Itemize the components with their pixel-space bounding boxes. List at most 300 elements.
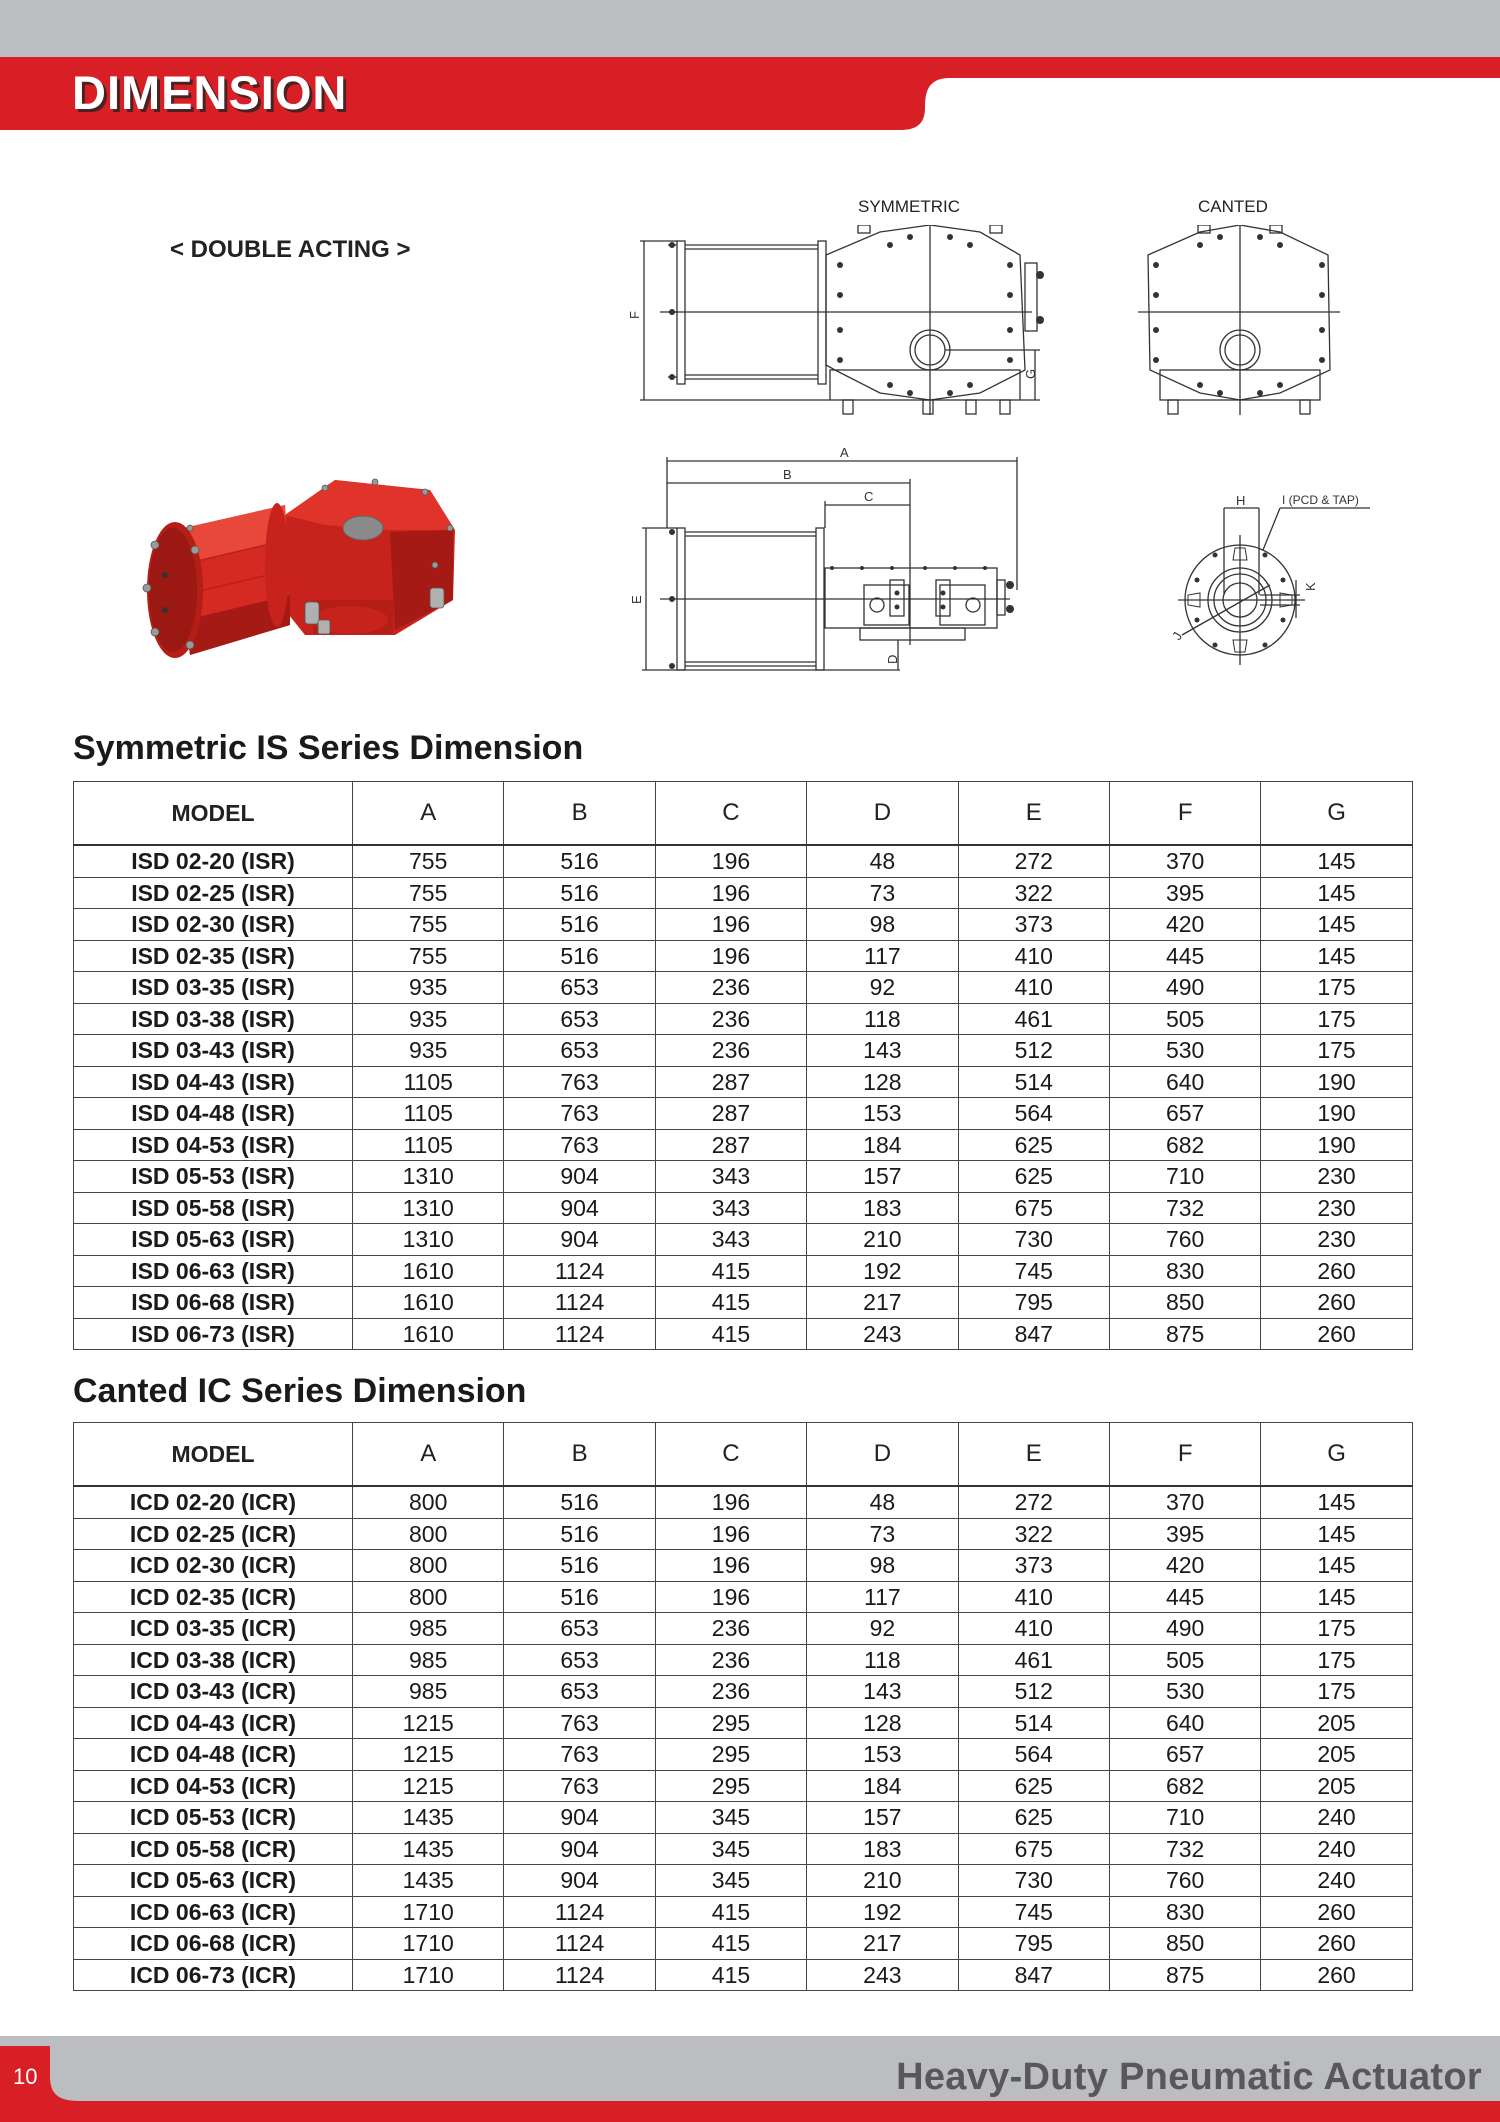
cell-g: 145: [1261, 1550, 1412, 1582]
column-header-model: MODEL: [74, 1423, 353, 1487]
cell-f: 657: [1109, 1098, 1260, 1130]
cell-e: 322: [958, 1518, 1109, 1550]
cell-b: 763: [504, 1707, 655, 1739]
cell-e: 373: [958, 1550, 1109, 1582]
column-header-b: B: [504, 1423, 655, 1487]
dim-label-e: E: [629, 595, 644, 604]
cell-d: 183: [807, 1833, 958, 1865]
cell-e: 514: [958, 1707, 1109, 1739]
cell-b: 763: [504, 1739, 655, 1771]
cell-d: 217: [807, 1287, 958, 1319]
cell-e: 514: [958, 1066, 1109, 1098]
cell-g: 175: [1261, 1003, 1412, 1035]
cell-e: 272: [958, 845, 1109, 877]
cell-a: 755: [353, 940, 504, 972]
cell-d: 143: [807, 1035, 958, 1067]
cell-a: 755: [353, 909, 504, 941]
table-row: [74, 1098, 1413, 1130]
cell-a: 1710: [353, 1959, 504, 1991]
cell-c: 415: [655, 1287, 806, 1319]
table-row: [74, 1486, 1413, 1518]
cell-g: 230: [1261, 1224, 1412, 1256]
cell-f: 732: [1109, 1192, 1260, 1224]
table-row: [74, 1865, 1413, 1897]
dim-label-i: I (PCD & TAP): [1282, 493, 1359, 507]
cell-b: 653: [504, 1035, 655, 1067]
cell-a: 985: [353, 1644, 504, 1676]
table-row: [74, 1959, 1413, 1991]
cell-c: 295: [655, 1770, 806, 1802]
cell-b: 904: [504, 1865, 655, 1897]
cell-model: ICD 06-73 (ICR): [74, 1959, 353, 1991]
cell-e: 625: [958, 1770, 1109, 1802]
cell-model: ISD 06-63 (ISR): [74, 1255, 353, 1287]
cell-model: ICD 02-25 (ICR): [74, 1518, 353, 1550]
cell-b: 904: [504, 1161, 655, 1193]
cell-e: 410: [958, 940, 1109, 972]
cell-d: 157: [807, 1161, 958, 1193]
cell-model: ICD 04-53 (ICR): [74, 1770, 353, 1802]
cell-b: 1124: [504, 1896, 655, 1928]
cell-g: 230: [1261, 1192, 1412, 1224]
cell-g: 190: [1261, 1129, 1412, 1161]
cell-c: 236: [655, 1644, 806, 1676]
cell-f: 875: [1109, 1959, 1260, 1991]
actuator-product-image: [135, 470, 455, 670]
cell-g: 205: [1261, 1707, 1412, 1739]
footer-title: Heavy-Duty Pneumatic Actuator: [896, 2056, 1482, 2098]
cell-e: 461: [958, 1003, 1109, 1035]
cell-c: 343: [655, 1224, 806, 1256]
cell-f: 682: [1109, 1129, 1260, 1161]
cell-g: 190: [1261, 1066, 1412, 1098]
cell-c: 196: [655, 845, 806, 877]
cell-d: 184: [807, 1770, 958, 1802]
cell-a: 985: [353, 1676, 504, 1708]
cell-c: 345: [655, 1865, 806, 1897]
cell-a: 1435: [353, 1865, 504, 1897]
table-row: [74, 1318, 1413, 1350]
page-number: 10: [13, 2064, 38, 2089]
cell-d: 73: [807, 1518, 958, 1550]
cell-c: 287: [655, 1129, 806, 1161]
cell-d: 48: [807, 845, 958, 877]
cell-a: 1105: [353, 1129, 504, 1161]
cell-a: 1215: [353, 1739, 504, 1771]
cell-e: 373: [958, 909, 1109, 941]
column-header-a: A: [353, 782, 504, 846]
table-row: [74, 1287, 1413, 1319]
table-row: [74, 1644, 1413, 1676]
cell-b: 1124: [504, 1255, 655, 1287]
header-gray-band: [0, 0, 1500, 57]
table-row: [74, 1255, 1413, 1287]
cell-c: 415: [655, 1928, 806, 1960]
cell-b: 653: [504, 972, 655, 1004]
cell-model: ISD 02-30 (ISR): [74, 909, 353, 941]
cell-g: 190: [1261, 1098, 1412, 1130]
cell-d: 92: [807, 972, 958, 1004]
table-row: [74, 1035, 1413, 1067]
cell-b: 516: [504, 909, 655, 941]
cell-c: 415: [655, 1318, 806, 1350]
variant-label: < DOUBLE ACTING >: [170, 236, 411, 263]
cell-model: ISD 02-35 (ISR): [74, 940, 353, 972]
table-row: [74, 1833, 1413, 1865]
cell-d: 128: [807, 1066, 958, 1098]
cell-f: 395: [1109, 877, 1260, 909]
cell-c: 343: [655, 1192, 806, 1224]
dim-label-a: A: [840, 445, 849, 460]
cell-c: 287: [655, 1066, 806, 1098]
cell-f: 505: [1109, 1003, 1260, 1035]
cell-c: 196: [655, 877, 806, 909]
cell-b: 1124: [504, 1928, 655, 1960]
cell-c: 345: [655, 1802, 806, 1834]
dim-label-b: B: [783, 467, 792, 482]
column-header-g: G: [1261, 782, 1412, 846]
cell-d: 153: [807, 1739, 958, 1771]
cell-c: 196: [655, 1518, 806, 1550]
cell-model: ISD 06-68 (ISR): [74, 1287, 353, 1319]
column-header-b: B: [504, 782, 655, 846]
cell-e: 745: [958, 1896, 1109, 1928]
cell-e: 675: [958, 1833, 1109, 1865]
cell-model: ICD 03-35 (ICR): [74, 1613, 353, 1645]
cell-g: 145: [1261, 1518, 1412, 1550]
table-row: [74, 1676, 1413, 1708]
cell-a: 755: [353, 877, 504, 909]
canted-dimension-table: [73, 1422, 1413, 1991]
cell-e: 512: [958, 1676, 1109, 1708]
cell-a: 800: [353, 1518, 504, 1550]
cell-d: 73: [807, 877, 958, 909]
cell-model: ISD 02-20 (ISR): [74, 845, 353, 877]
column-header-e: E: [958, 1423, 1109, 1487]
cell-b: 516: [504, 1581, 655, 1613]
cell-d: 98: [807, 909, 958, 941]
cell-d: 143: [807, 1676, 958, 1708]
column-header-g: G: [1261, 1423, 1412, 1487]
cell-f: 445: [1109, 940, 1260, 972]
cell-g: 205: [1261, 1739, 1412, 1771]
cell-b: 904: [504, 1224, 655, 1256]
table-row: [74, 1802, 1413, 1834]
cell-f: 505: [1109, 1644, 1260, 1676]
table-row: [74, 940, 1413, 972]
table-row: [74, 1192, 1413, 1224]
cell-d: 117: [807, 1581, 958, 1613]
cell-b: 516: [504, 877, 655, 909]
section-title-canted: Canted IC Series Dimension: [73, 1372, 527, 1410]
cell-model: ISD 05-58 (ISR): [74, 1192, 353, 1224]
cell-a: 800: [353, 1550, 504, 1582]
cell-d: 153: [807, 1098, 958, 1130]
cell-c: 196: [655, 1486, 806, 1518]
cell-d: 192: [807, 1896, 958, 1928]
cell-f: 710: [1109, 1802, 1260, 1834]
column-header-model: MODEL: [74, 782, 353, 846]
cell-g: 260: [1261, 1255, 1412, 1287]
cell-model: ICD 02-30 (ICR): [74, 1550, 353, 1582]
side-view: [642, 457, 1017, 670]
cell-g: 145: [1261, 1581, 1412, 1613]
cell-a: 1610: [353, 1287, 504, 1319]
page-title: DIMENSION: [72, 66, 348, 119]
cell-e: 847: [958, 1959, 1109, 1991]
cell-model: ICD 05-53 (ICR): [74, 1802, 353, 1834]
column-header-e: E: [958, 782, 1109, 846]
cell-f: 760: [1109, 1865, 1260, 1897]
cell-e: 625: [958, 1802, 1109, 1834]
cell-e: 512: [958, 1035, 1109, 1067]
cell-model: ICD 03-38 (ICR): [74, 1644, 353, 1676]
dim-label-g: G: [1023, 368, 1038, 379]
cell-g: 145: [1261, 940, 1412, 972]
cell-g: 205: [1261, 1770, 1412, 1802]
cell-g: 175: [1261, 1035, 1412, 1067]
cell-g: 145: [1261, 845, 1412, 877]
cell-model: ISD 02-25 (ISR): [74, 877, 353, 909]
cell-model: ISD 03-35 (ISR): [74, 972, 353, 1004]
table-row: [74, 1581, 1413, 1613]
cell-g: 240: [1261, 1802, 1412, 1834]
column-header-f: F: [1109, 782, 1260, 846]
cell-e: 410: [958, 1581, 1109, 1613]
cell-d: 243: [807, 1959, 958, 1991]
table-row: [74, 845, 1413, 877]
cell-f: 490: [1109, 972, 1260, 1004]
cell-g: 145: [1261, 1486, 1412, 1518]
table-row: [74, 877, 1413, 909]
table-row: [74, 1550, 1413, 1582]
cell-c: 295: [655, 1739, 806, 1771]
cell-b: 516: [504, 940, 655, 972]
cell-c: 196: [655, 940, 806, 972]
cell-model: ICD 05-58 (ICR): [74, 1833, 353, 1865]
table-row: [74, 1129, 1413, 1161]
cell-d: 48: [807, 1486, 958, 1518]
cell-a: 935: [353, 972, 504, 1004]
cell-model: ISD 03-38 (ISR): [74, 1003, 353, 1035]
table-row: [74, 1707, 1413, 1739]
cell-c: 295: [655, 1707, 806, 1739]
table-row: [74, 1003, 1413, 1035]
cell-model: ICD 02-20 (ICR): [74, 1486, 353, 1518]
cell-e: 322: [958, 877, 1109, 909]
cell-d: 243: [807, 1318, 958, 1350]
table-row: [74, 972, 1413, 1004]
cell-e: 675: [958, 1192, 1109, 1224]
table-row: [74, 1224, 1413, 1256]
table-row: [74, 909, 1413, 941]
cell-b: 1124: [504, 1287, 655, 1319]
cell-a: 1310: [353, 1161, 504, 1193]
table-row: [74, 1518, 1413, 1550]
table-row: [74, 1739, 1413, 1771]
cell-f: 875: [1109, 1318, 1260, 1350]
cell-g: 145: [1261, 909, 1412, 941]
table-row: [74, 1896, 1413, 1928]
column-header-d: D: [807, 1423, 958, 1487]
cell-c: 287: [655, 1098, 806, 1130]
cell-d: 118: [807, 1644, 958, 1676]
cell-d: 118: [807, 1003, 958, 1035]
cell-b: 763: [504, 1066, 655, 1098]
column-header-d: D: [807, 782, 958, 846]
cell-a: 1215: [353, 1707, 504, 1739]
cell-f: 490: [1109, 1613, 1260, 1645]
cell-f: 850: [1109, 1287, 1260, 1319]
cell-a: 935: [353, 1035, 504, 1067]
cell-b: 516: [504, 845, 655, 877]
cell-c: 236: [655, 972, 806, 1004]
column-header-f: F: [1109, 1423, 1260, 1487]
cell-d: 210: [807, 1224, 958, 1256]
cell-b: 904: [504, 1802, 655, 1834]
cell-c: 196: [655, 1550, 806, 1582]
cell-model: ISD 05-53 (ISR): [74, 1161, 353, 1193]
dim-label-c: C: [864, 489, 874, 504]
cell-g: 175: [1261, 1644, 1412, 1676]
cell-model: ICD 04-48 (ICR): [74, 1739, 353, 1771]
column-header-a: A: [353, 1423, 504, 1487]
cell-a: 1610: [353, 1255, 504, 1287]
cell-c: 415: [655, 1959, 806, 1991]
cell-g: 260: [1261, 1287, 1412, 1319]
cell-c: 236: [655, 1676, 806, 1708]
table-header-row: [74, 782, 1413, 846]
cell-b: 763: [504, 1098, 655, 1130]
cell-g: 175: [1261, 972, 1412, 1004]
cell-f: 732: [1109, 1833, 1260, 1865]
dim-label-f: F: [627, 311, 642, 319]
cell-b: 516: [504, 1518, 655, 1550]
cell-e: 625: [958, 1129, 1109, 1161]
dim-label-k: K: [1303, 582, 1318, 591]
cell-f: 640: [1109, 1707, 1260, 1739]
cell-a: 1215: [353, 1770, 504, 1802]
cell-e: 461: [958, 1644, 1109, 1676]
cell-d: 157: [807, 1802, 958, 1834]
dim-label-h: H: [1236, 493, 1246, 508]
cell-g: 175: [1261, 1676, 1412, 1708]
cell-d: 217: [807, 1928, 958, 1960]
cell-model: ICD 06-68 (ICR): [74, 1928, 353, 1960]
cell-b: 516: [504, 1550, 655, 1582]
table-row: [74, 1770, 1413, 1802]
cell-f: 420: [1109, 909, 1260, 941]
cell-g: 260: [1261, 1959, 1412, 1991]
cell-f: 657: [1109, 1739, 1260, 1771]
cell-g: 230: [1261, 1161, 1412, 1193]
cell-model: ICD 02-35 (ICR): [74, 1581, 353, 1613]
table-row: [74, 1161, 1413, 1193]
dim-label-j: J: [1168, 629, 1186, 643]
cell-f: 710: [1109, 1161, 1260, 1193]
cell-model: ICD 05-63 (ICR): [74, 1865, 353, 1897]
technical-drawings: [600, 225, 1420, 685]
cell-model: ISD 05-63 (ISR): [74, 1224, 353, 1256]
cell-a: 1435: [353, 1833, 504, 1865]
cell-a: 1310: [353, 1192, 504, 1224]
cell-c: 196: [655, 1581, 806, 1613]
cell-f: 530: [1109, 1676, 1260, 1708]
cell-e: 410: [958, 1613, 1109, 1645]
cell-d: 183: [807, 1192, 958, 1224]
cell-e: 410: [958, 972, 1109, 1004]
table-row: [74, 1928, 1413, 1960]
cell-f: 530: [1109, 1035, 1260, 1067]
table-header-row: [74, 1423, 1413, 1487]
cell-model: ICD 06-63 (ICR): [74, 1896, 353, 1928]
cell-e: 795: [958, 1287, 1109, 1319]
cell-c: 345: [655, 1833, 806, 1865]
column-header-c: C: [655, 1423, 806, 1487]
cell-g: 260: [1261, 1896, 1412, 1928]
cell-e: 745: [958, 1255, 1109, 1287]
cell-g: 175: [1261, 1613, 1412, 1645]
cell-b: 763: [504, 1129, 655, 1161]
canted-view: [1138, 225, 1340, 415]
cell-c: 236: [655, 1613, 806, 1645]
cell-f: 395: [1109, 1518, 1260, 1550]
cell-a: 800: [353, 1486, 504, 1518]
cell-c: 236: [655, 1035, 806, 1067]
cell-c: 236: [655, 1003, 806, 1035]
table-row: [74, 1613, 1413, 1645]
cell-a: 755: [353, 845, 504, 877]
cell-a: 1435: [353, 1802, 504, 1834]
cell-f: 830: [1109, 1255, 1260, 1287]
cell-b: 904: [504, 1192, 655, 1224]
table-row: [74, 1066, 1413, 1098]
cell-d: 117: [807, 940, 958, 972]
cell-f: 445: [1109, 1581, 1260, 1613]
cell-d: 210: [807, 1865, 958, 1897]
cell-g: 145: [1261, 877, 1412, 909]
flange-view: [1178, 508, 1370, 665]
cell-model: ICD 03-43 (ICR): [74, 1676, 353, 1708]
cell-f: 682: [1109, 1770, 1260, 1802]
cell-e: 847: [958, 1318, 1109, 1350]
cell-model: ICD 04-43 (ICR): [74, 1707, 353, 1739]
cell-f: 370: [1109, 845, 1260, 877]
cell-b: 1124: [504, 1959, 655, 1991]
cell-f: 370: [1109, 1486, 1260, 1518]
symmetric-label: SYMMETRIC: [858, 197, 960, 216]
cell-f: 420: [1109, 1550, 1260, 1582]
cell-d: 128: [807, 1707, 958, 1739]
cell-c: 415: [655, 1896, 806, 1928]
column-header-c: C: [655, 782, 806, 846]
cell-c: 415: [655, 1255, 806, 1287]
cell-g: 240: [1261, 1833, 1412, 1865]
cell-f: 640: [1109, 1066, 1260, 1098]
cell-a: 1105: [353, 1066, 504, 1098]
symmetric-view: [640, 225, 1040, 415]
cell-a: 1610: [353, 1318, 504, 1350]
cell-c: 196: [655, 909, 806, 941]
cell-b: 904: [504, 1833, 655, 1865]
cell-e: 730: [958, 1224, 1109, 1256]
cell-c: 343: [655, 1161, 806, 1193]
cell-e: 625: [958, 1161, 1109, 1193]
cell-b: 653: [504, 1676, 655, 1708]
cell-b: 1124: [504, 1318, 655, 1350]
canted-label: CANTED: [1198, 197, 1268, 216]
cell-f: 760: [1109, 1224, 1260, 1256]
